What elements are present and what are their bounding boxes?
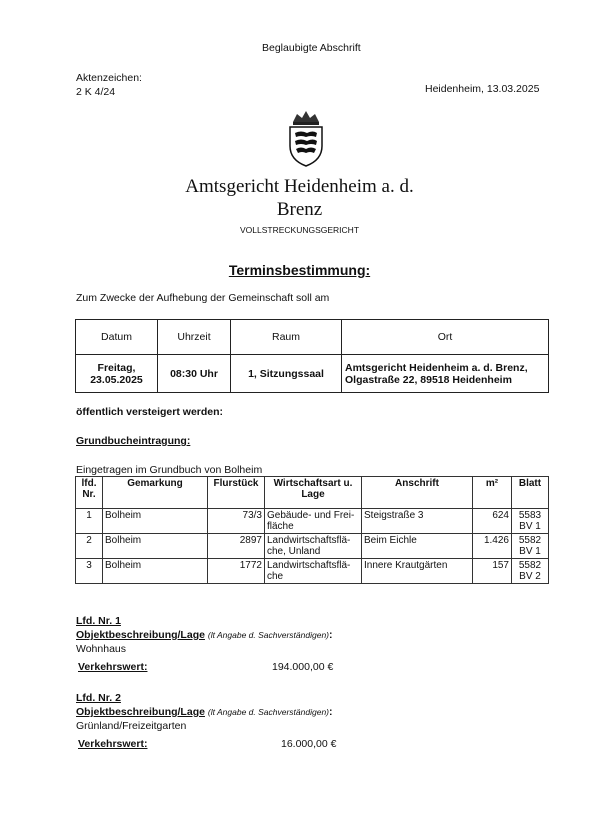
header-time: Uhrzeit xyxy=(158,320,231,355)
row-flurstueck: 73/3 xyxy=(208,509,265,534)
row-nr: 1 xyxy=(76,509,103,534)
court-name-line1: Amtsgericht Heidenheim a. d. xyxy=(185,176,414,197)
col-lfd xyxy=(76,477,103,509)
appointment-date xyxy=(76,355,158,393)
row-m2: 1.426 xyxy=(473,534,512,559)
row-art-line2: che, Unland xyxy=(267,546,321,557)
land-register-heading: Grundbucheintragung: xyxy=(76,435,191,447)
row-gemarkung: Bolheim xyxy=(103,559,208,584)
object2-description-line xyxy=(76,706,333,718)
object1-value-label: Verkehrswert: xyxy=(78,661,148,673)
land-register-registered-in: Eingetragen im Grundbuch von Bolheim xyxy=(76,464,263,476)
court-department: VOLLSTRECKUNGSGERICHT xyxy=(239,225,360,235)
auction-text: öffentlich versteigert werden: xyxy=(76,406,224,418)
row-blatt xyxy=(512,559,549,584)
appointment-place xyxy=(342,355,549,393)
object2-heading: Lfd. Nr. 2 xyxy=(76,692,121,704)
row-wirtschaftsart xyxy=(265,559,362,584)
object2-desc-label: Objektbeschreibung/Lage xyxy=(76,706,205,718)
appointment-room: 1, Sitzungssaal xyxy=(231,355,342,393)
row-gemarkung: Bolheim xyxy=(103,509,208,534)
object1-value: 194.000,00 € xyxy=(272,661,334,673)
header-place: Ort xyxy=(342,320,549,355)
coat-of-arms-emblem xyxy=(285,108,327,168)
col-flurstueck: Flurstück xyxy=(208,477,265,509)
header-date: Datum xyxy=(76,320,158,355)
row-gemarkung: Bolheim xyxy=(103,534,208,559)
object2-desc-value: Grünland/Freizeitgarten xyxy=(76,720,187,732)
row-blatt-line2: BV 1 xyxy=(519,546,541,557)
col-wirtschaftsart xyxy=(265,477,362,509)
table-row xyxy=(76,509,549,534)
row-blatt-line1: 5583 xyxy=(518,510,542,521)
intro-text: Zum Zwecke der Aufhebung der Gemeinschaft soll am xyxy=(76,292,330,304)
row-flurstueck: 1772 xyxy=(208,559,265,584)
file-ref: 2 K 4/24 xyxy=(76,86,116,98)
object1-desc-value: Wohnhaus xyxy=(76,643,127,655)
row-wirtschaftsart xyxy=(265,509,362,534)
row-nr: 2 xyxy=(76,534,103,559)
object1-desc-label: Objektbeschreibung/Lage xyxy=(76,629,205,641)
table-row xyxy=(76,559,549,584)
object1-desc-note: (lt Angabe d. Sachverständigen) xyxy=(207,630,329,640)
row-m2: 157 xyxy=(473,559,512,584)
place-date: Heidenheim, 13.03.2025 xyxy=(425,83,540,95)
object1-description-line xyxy=(76,629,333,641)
certified-copy-label: Beglaubigte Abschrift xyxy=(262,42,361,54)
table-row xyxy=(76,534,549,559)
object2-value-label: Verkehrswert: xyxy=(78,738,148,750)
row-blatt-line1: 5582 xyxy=(518,560,542,571)
row-blatt-line2: BV 2 xyxy=(519,571,541,582)
row-blatt-line1: 5582 xyxy=(518,535,542,546)
object2-value: 16.000,00 € xyxy=(281,738,337,750)
col-lfd-line1: lfd. xyxy=(81,478,97,489)
appointment-place-line2: Olgastraße 22, 89518 Heidenheim xyxy=(345,373,512,386)
col-lfd-line2: Nr. xyxy=(82,489,96,500)
col-anschrift: Anschrift xyxy=(362,477,473,509)
row-blatt xyxy=(512,509,549,534)
row-anschrift: Beim Eichle xyxy=(362,534,473,559)
appointment-place-line1: Amtsgericht Heidenheim a. d. Brenz, xyxy=(345,361,528,374)
row-anschrift: Steigstraße 3 xyxy=(362,509,473,534)
object2-desc-note: (lt Angabe d. Sachverständigen) xyxy=(207,707,329,717)
col-wirtschaftsart-line2: Lage xyxy=(301,489,325,500)
row-art-line1: Gebäude- und Frei- xyxy=(267,510,355,521)
header-room: Raum xyxy=(231,320,342,355)
row-blatt-line2: BV 1 xyxy=(519,521,541,532)
land-register-table xyxy=(75,476,549,584)
row-anschrift: Innere Krautgärten xyxy=(362,559,473,584)
row-flurstueck: 2897 xyxy=(208,534,265,559)
row-art-line2: fläche xyxy=(267,521,294,532)
row-art-line1: Landwirtschaftsflä- xyxy=(267,535,351,546)
row-nr: 3 xyxy=(76,559,103,584)
court-name-line2: Brenz xyxy=(276,199,323,220)
col-gemarkung: Gemarkung xyxy=(103,477,208,509)
object1-heading: Lfd. Nr. 1 xyxy=(76,615,121,627)
row-blatt xyxy=(512,534,549,559)
file-ref-label: Aktenzeichen: xyxy=(76,72,142,84)
row-art-line1: Landwirtschaftsflä- xyxy=(267,560,351,571)
col-m2: m² xyxy=(473,477,512,509)
row-wirtschaftsart xyxy=(265,534,362,559)
appointment-table xyxy=(75,319,549,393)
col-wirtschaftsart-line1: Wirtschaftsart u. xyxy=(273,478,353,489)
document-title: Terminsbestimmung: xyxy=(228,262,371,278)
object1-desc-colon: : xyxy=(329,629,333,641)
col-blatt: Blatt xyxy=(512,477,549,509)
appointment-time: 08:30 Uhr xyxy=(158,355,231,393)
object2-desc-colon: : xyxy=(329,706,333,718)
appointment-weekday: Freitag, xyxy=(97,361,136,374)
appointment-date-value: 23.05.2025 xyxy=(90,373,143,386)
row-m2: 624 xyxy=(473,509,512,534)
row-art-line2: che xyxy=(267,571,284,582)
